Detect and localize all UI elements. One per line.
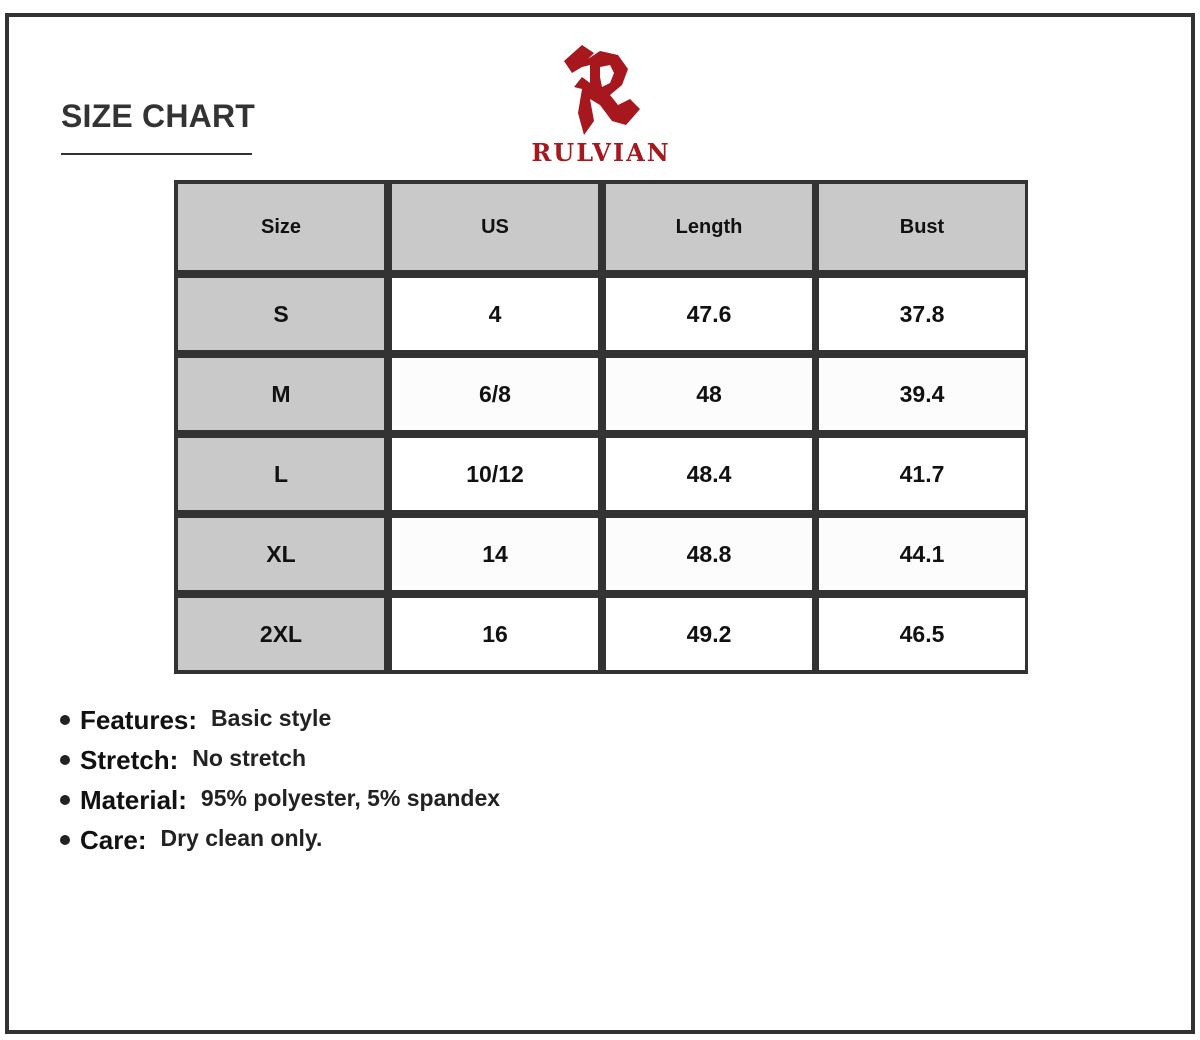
table-cell: 16 [392,598,598,670]
column-header-length: Length [606,184,812,270]
table-cell: 37.8 [819,278,1025,350]
table-cell: 10/12 [392,438,598,510]
size-label-cell: 2XL [178,598,384,670]
note-value: 95% polyester, 5% spandex [200,784,501,811]
table-cell: 14 [392,518,598,590]
product-notes [60,700,500,860]
table-cell: 4 [392,278,598,350]
note-label: Material: [80,784,187,815]
column-header-bust: Bust [819,184,1025,270]
table-cell: 41.7 [819,438,1025,510]
note-label: Stretch: [80,744,179,775]
table-cell: 48.8 [606,518,812,590]
table-cell: 46.5 [819,598,1025,670]
table-cell: 48.4 [606,438,812,510]
size-label-cell: S [178,278,384,350]
title-underline [61,153,252,155]
note-care [60,820,500,860]
table-cell: 48 [606,358,812,430]
size-label-cell: M [178,358,384,430]
bullet-icon [60,835,70,845]
note-material [60,780,500,820]
table-cell: 39.4 [819,358,1025,430]
table-cell: 47.6 [606,278,812,350]
note-value: Dry clean only. [160,824,323,851]
page-title: SIZE CHART [61,98,255,134]
note-label: Care: [80,824,147,855]
note-value: Basic style [211,704,332,731]
table-cell: 44.1 [819,518,1025,590]
note-label: Features: [80,704,198,735]
brand-name: RULVIAN [531,138,671,167]
note-stretch [60,740,500,780]
brand-logo [520,40,682,170]
bullet-icon [60,755,70,765]
column-header-size: Size [178,184,384,270]
bullet-icon [60,715,70,725]
table-cell: 6/8 [392,358,598,430]
table-cell: 49.2 [606,598,812,670]
size-label-cell: L [178,438,384,510]
column-header-us: US [392,184,598,270]
size-table [174,180,1028,674]
note-value: No stretch [192,744,306,771]
note-features [60,700,500,740]
bullet-icon [60,795,70,805]
rulvian-r-logo-icon [560,43,644,135]
size-label-cell: XL [178,518,384,590]
